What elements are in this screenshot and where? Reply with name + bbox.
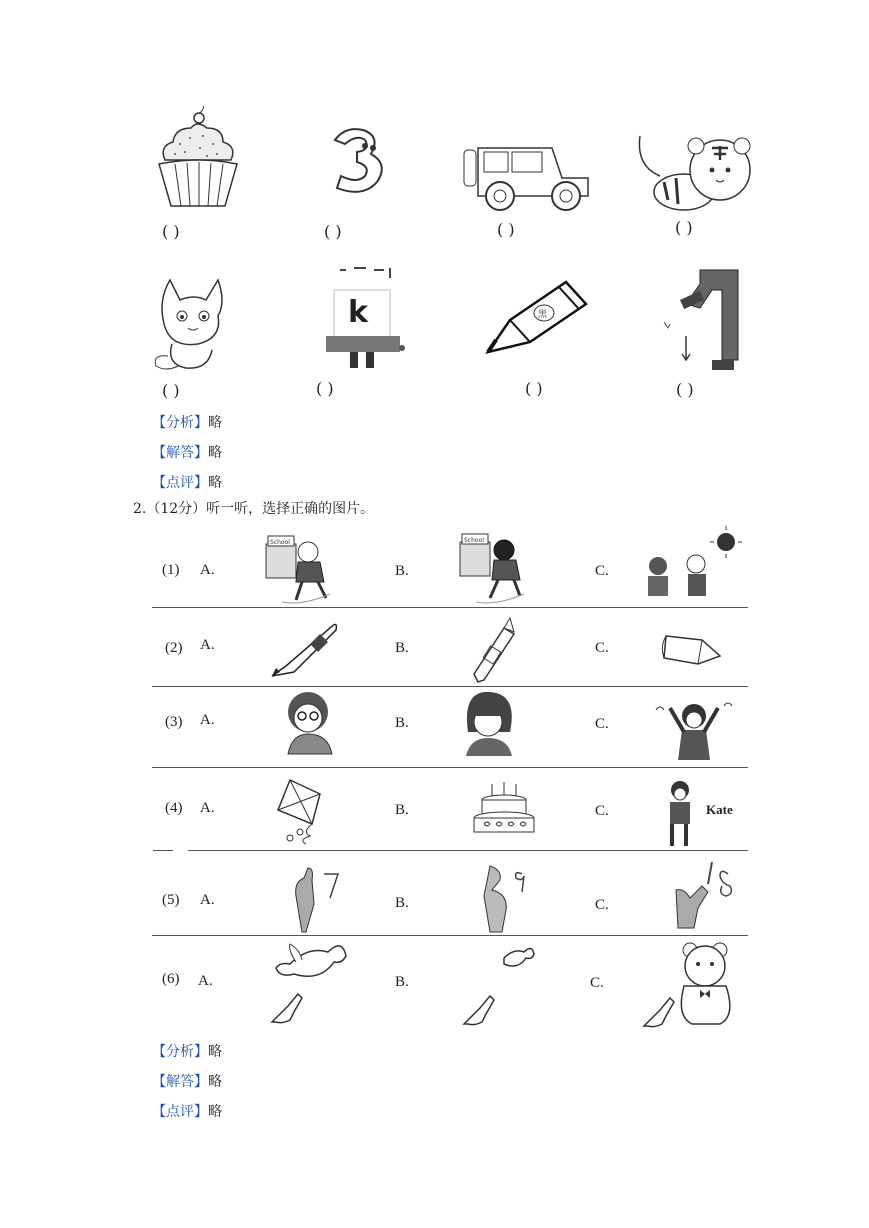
option-c-label[interactable]: C. [595, 716, 609, 732]
answer-text: 略 [208, 445, 222, 461]
happy-girl-arms-up-icon[interactable] [654, 696, 734, 764]
cupcake-icon [155, 108, 240, 210]
girl-with-bangs-icon[interactable] [460, 688, 516, 758]
option-b-label[interactable]: B. [395, 563, 409, 579]
analysis-text: 略 [208, 1044, 222, 1060]
pointing-at-teddy-bear-icon[interactable] [640, 940, 734, 1030]
school-sign: School [270, 539, 290, 546]
boy-with-glasses-icon[interactable] [282, 688, 338, 756]
jeep-icon [462, 128, 594, 212]
option-b-label[interactable]: B. [395, 715, 409, 731]
tiger-icon [630, 126, 758, 216]
answer-text: 略 [208, 1074, 222, 1090]
row-number: (4) [165, 800, 183, 816]
kite-icon[interactable] [270, 778, 326, 846]
option-c-label[interactable]: C. [595, 803, 609, 819]
comment-note-2 [152, 1101, 222, 1121]
row-divider-short [153, 850, 173, 851]
answer-paren-5[interactable]: ( ) [162, 381, 180, 400]
morning-greeting-icon[interactable] [640, 530, 740, 606]
kate-name: Kate [706, 802, 733, 817]
pencil-sharpener-icon[interactable] [660, 628, 724, 668]
comment-text: 略 [208, 475, 222, 491]
option-c-label[interactable]: C. [590, 975, 604, 991]
option-c-label[interactable]: C. [595, 563, 609, 579]
number-three-icon [327, 126, 385, 196]
birthday-cake-icon[interactable] [470, 780, 536, 838]
analysis-note-1 [152, 412, 222, 432]
comment-note-1 [152, 472, 222, 492]
cat-icon [148, 276, 240, 372]
answer-note-1 [152, 442, 222, 462]
answer-paren-1[interactable]: ( ) [162, 222, 180, 241]
hand-nine-gesture-icon[interactable] [476, 860, 540, 934]
leg-icon [656, 266, 742, 378]
row-number: (5) [162, 892, 180, 908]
answer-tag: 【解答】 [152, 1074, 208, 1090]
analysis-text: 略 [208, 415, 222, 431]
answer-paren-4[interactable]: ( ) [675, 218, 693, 237]
row-number: (2) [165, 640, 183, 656]
crayon-option-icon[interactable] [470, 616, 520, 686]
row-divider [152, 935, 748, 936]
analysis-tag: 【分析】 [152, 415, 208, 431]
option-b-label[interactable]: B. [395, 895, 409, 911]
analysis-tag: 【分析】 [152, 1044, 208, 1060]
row-divider [152, 767, 748, 768]
hand-eight-gesture-icon[interactable] [672, 860, 742, 930]
row-divider [188, 850, 748, 851]
row-divider [152, 686, 748, 687]
option-a-label[interactable]: A. [200, 800, 215, 816]
school-sign: School [464, 537, 484, 544]
boy-going-home-icon[interactable] [456, 530, 534, 606]
crayon-icon [486, 280, 588, 356]
hand-seven-gesture-icon[interactable] [290, 862, 346, 934]
boy-going-to-school-icon[interactable] [262, 532, 340, 606]
letter-k-icon [324, 266, 408, 370]
option-b-label[interactable]: B. [395, 640, 409, 656]
option-a-label[interactable]: A. [200, 562, 215, 578]
crayon-label: 黑 [538, 310, 548, 320]
fountain-pen-icon[interactable] [270, 620, 340, 678]
answer-paren-6[interactable]: ( ) [316, 379, 334, 398]
row-number: (3) [165, 714, 183, 730]
row-number: (1) [162, 562, 180, 578]
option-b-label[interactable]: B. [395, 974, 409, 990]
option-a-label[interactable]: A. [200, 892, 215, 908]
letter-k-char: k [348, 295, 368, 330]
option-c-label[interactable]: C. [595, 897, 609, 913]
option-a-label[interactable]: A. [198, 973, 213, 989]
option-a-label[interactable]: A. [200, 637, 215, 653]
row-divider [152, 607, 748, 608]
option-a-label[interactable]: A. [200, 712, 215, 728]
comment-tag: 【点评】 [152, 475, 208, 491]
answer-note-2 [152, 1071, 222, 1091]
answer-paren-7[interactable]: ( ) [525, 379, 543, 398]
row-number: (6) [162, 971, 180, 987]
answer-paren-8[interactable]: ( ) [676, 380, 694, 399]
option-b-label[interactable]: B. [395, 802, 409, 818]
answer-tag: 【解答】 [152, 445, 208, 461]
option-c-label[interactable]: C. [595, 640, 609, 656]
pointing-at-small-bird-icon[interactable] [458, 940, 542, 1030]
comment-text: 略 [208, 1104, 222, 1120]
pointing-at-bird-icon[interactable] [266, 940, 352, 1030]
analysis-note-2 [152, 1041, 222, 1061]
question-2-title: 2.（12分）听一听，选择正确的图片。 [133, 501, 375, 517]
answer-paren-3[interactable]: ( ) [497, 220, 515, 239]
girl-kate-icon[interactable] [656, 776, 740, 850]
comment-tag: 【点评】 [152, 1104, 208, 1120]
answer-paren-2[interactable]: ( ) [324, 222, 342, 241]
